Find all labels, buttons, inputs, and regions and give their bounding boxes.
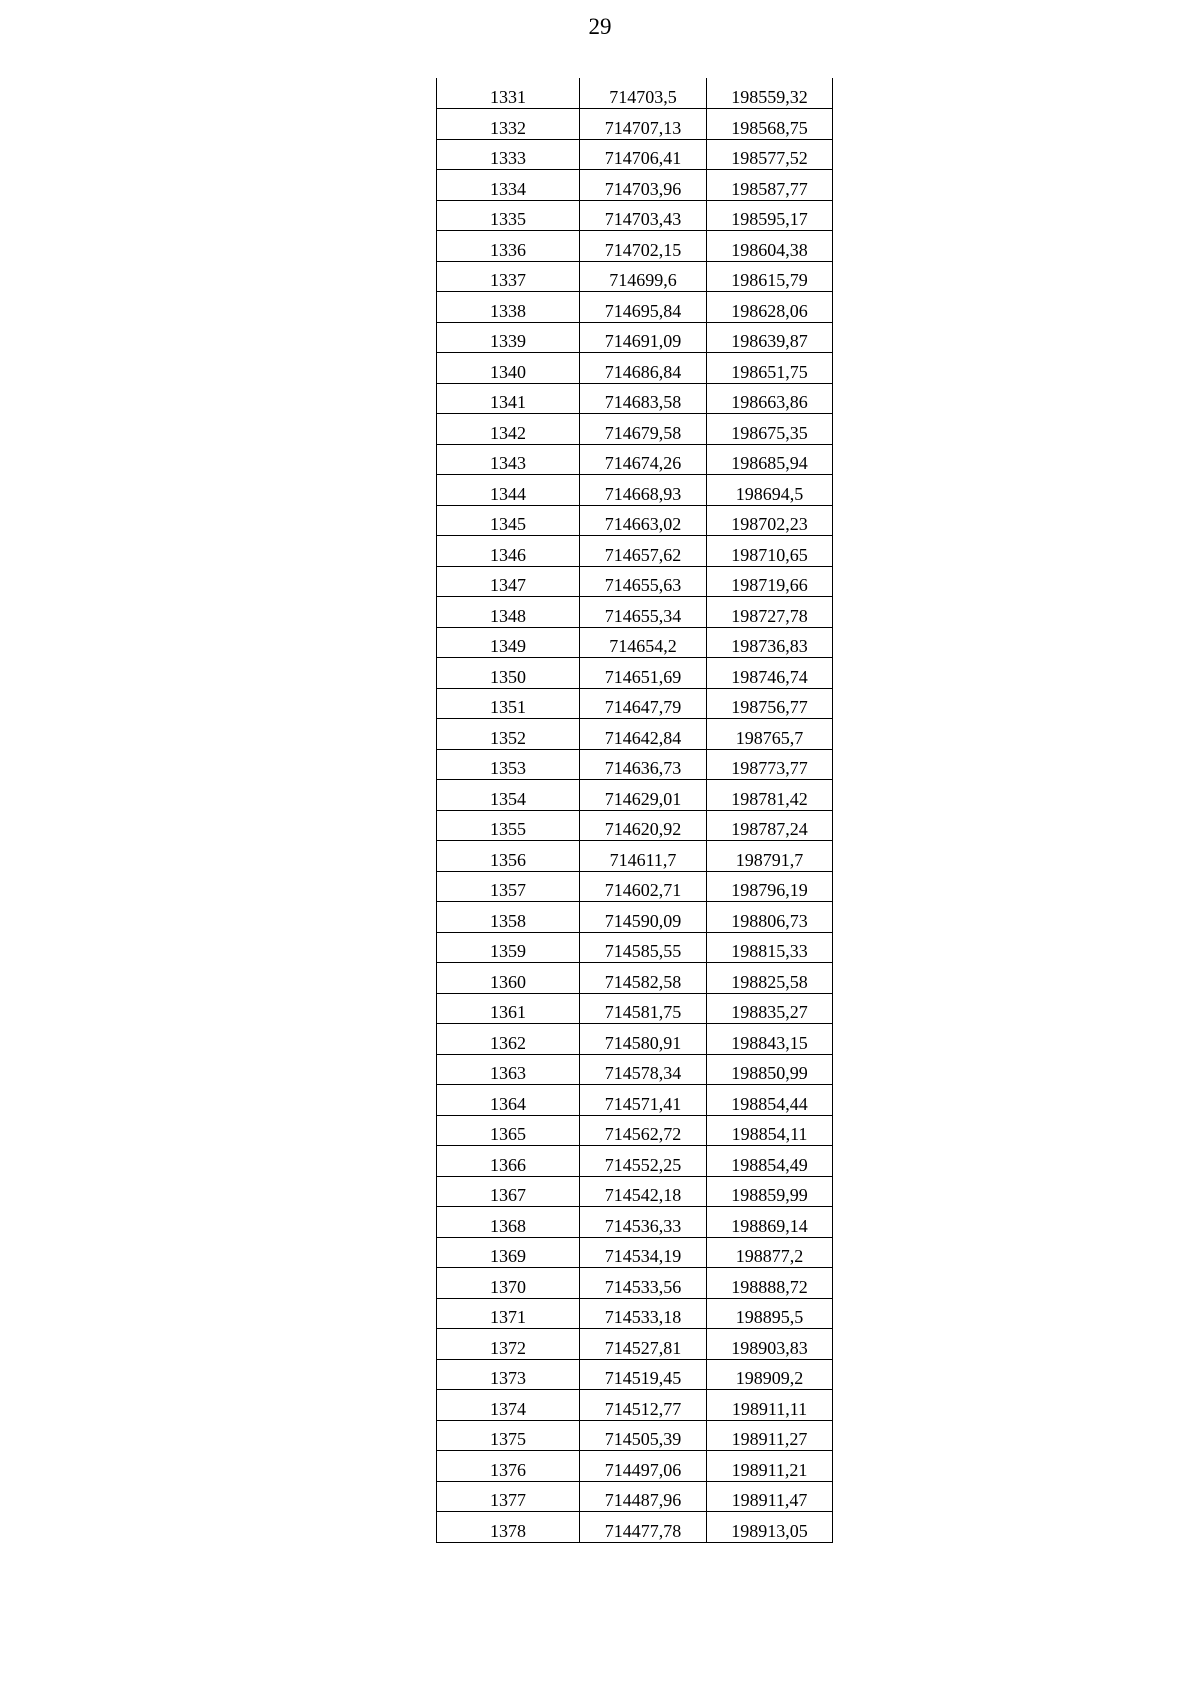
point-number-cell: 1359 bbox=[437, 932, 580, 963]
y-coordinate-cell: 198694,5 bbox=[707, 475, 833, 506]
y-coordinate-cell: 198604,38 bbox=[707, 231, 833, 262]
y-coordinate-cell: 198577,52 bbox=[707, 139, 833, 170]
table-row bbox=[437, 1024, 833, 1055]
x-coordinate-cell: 714699,6 bbox=[580, 261, 707, 292]
point-number-cell: 1370 bbox=[437, 1268, 580, 1299]
point-number-cell: 1334 bbox=[437, 170, 580, 201]
y-coordinate-cell: 198787,24 bbox=[707, 810, 833, 841]
x-coordinate-cell: 714578,34 bbox=[580, 1054, 707, 1085]
point-number-cell: 1347 bbox=[437, 566, 580, 597]
table-row bbox=[437, 1451, 833, 1482]
point-number-cell: 1371 bbox=[437, 1298, 580, 1329]
y-coordinate-cell: 198815,33 bbox=[707, 932, 833, 963]
x-coordinate-cell: 714505,39 bbox=[580, 1420, 707, 1451]
table-row bbox=[437, 200, 833, 231]
y-coordinate-cell: 198825,58 bbox=[707, 963, 833, 994]
table-row bbox=[437, 658, 833, 689]
x-coordinate-cell: 714651,69 bbox=[580, 658, 707, 689]
x-coordinate-cell: 714655,63 bbox=[580, 566, 707, 597]
table-row bbox=[437, 505, 833, 536]
point-number-cell: 1353 bbox=[437, 749, 580, 780]
point-number-cell: 1348 bbox=[437, 597, 580, 628]
x-coordinate-cell: 714629,01 bbox=[580, 780, 707, 811]
table-row bbox=[437, 993, 833, 1024]
x-coordinate-cell: 714702,15 bbox=[580, 231, 707, 262]
table-row bbox=[437, 719, 833, 750]
point-number-cell: 1345 bbox=[437, 505, 580, 536]
y-coordinate-cell: 198559,32 bbox=[707, 78, 833, 109]
table-row bbox=[437, 414, 833, 445]
y-coordinate-cell: 198791,7 bbox=[707, 841, 833, 872]
table-row bbox=[437, 1359, 833, 1390]
table-row bbox=[437, 322, 833, 353]
x-coordinate-cell: 714707,13 bbox=[580, 109, 707, 140]
table-row bbox=[437, 1176, 833, 1207]
x-coordinate-cell: 714571,41 bbox=[580, 1085, 707, 1116]
y-coordinate-cell: 198796,19 bbox=[707, 871, 833, 902]
x-coordinate-cell: 714536,33 bbox=[580, 1207, 707, 1238]
table-row bbox=[437, 688, 833, 719]
point-number-cell: 1367 bbox=[437, 1176, 580, 1207]
table-row bbox=[437, 1268, 833, 1299]
point-number-cell: 1362 bbox=[437, 1024, 580, 1055]
point-number-cell: 1356 bbox=[437, 841, 580, 872]
point-number-cell: 1355 bbox=[437, 810, 580, 841]
x-coordinate-cell: 714542,18 bbox=[580, 1176, 707, 1207]
point-number-cell: 1343 bbox=[437, 444, 580, 475]
point-number-cell: 1373 bbox=[437, 1359, 580, 1390]
y-coordinate-cell: 198888,72 bbox=[707, 1268, 833, 1299]
y-coordinate-cell: 198869,14 bbox=[707, 1207, 833, 1238]
x-coordinate-cell: 714552,25 bbox=[580, 1146, 707, 1177]
x-coordinate-cell: 714590,09 bbox=[580, 902, 707, 933]
table-row bbox=[437, 383, 833, 414]
table-row bbox=[437, 353, 833, 384]
point-number-cell: 1331 bbox=[437, 78, 580, 109]
table-row bbox=[437, 841, 833, 872]
table-row bbox=[437, 627, 833, 658]
table-row bbox=[437, 475, 833, 506]
x-coordinate-cell: 714512,77 bbox=[580, 1390, 707, 1421]
x-coordinate-cell: 714668,93 bbox=[580, 475, 707, 506]
y-coordinate-cell: 198850,99 bbox=[707, 1054, 833, 1085]
y-coordinate-cell: 198854,44 bbox=[707, 1085, 833, 1116]
x-coordinate-cell: 714580,91 bbox=[580, 1024, 707, 1055]
x-coordinate-cell: 714533,18 bbox=[580, 1298, 707, 1329]
point-number-cell: 1357 bbox=[437, 871, 580, 902]
point-number-cell: 1335 bbox=[437, 200, 580, 231]
point-number-cell: 1366 bbox=[437, 1146, 580, 1177]
y-coordinate-cell: 198615,79 bbox=[707, 261, 833, 292]
table-row bbox=[437, 1115, 833, 1146]
x-coordinate-cell: 714654,2 bbox=[580, 627, 707, 658]
point-number-cell: 1338 bbox=[437, 292, 580, 323]
table-row bbox=[437, 292, 833, 323]
y-coordinate-cell: 198702,23 bbox=[707, 505, 833, 536]
point-number-cell: 1376 bbox=[437, 1451, 580, 1482]
x-coordinate-cell: 714642,84 bbox=[580, 719, 707, 750]
y-coordinate-cell: 198639,87 bbox=[707, 322, 833, 353]
y-coordinate-cell: 198843,15 bbox=[707, 1024, 833, 1055]
y-coordinate-cell: 198911,11 bbox=[707, 1390, 833, 1421]
table-row bbox=[437, 444, 833, 475]
table-row bbox=[437, 1481, 833, 1512]
x-coordinate-cell: 714703,96 bbox=[580, 170, 707, 201]
table-row bbox=[437, 536, 833, 567]
y-coordinate-cell: 198628,06 bbox=[707, 292, 833, 323]
x-coordinate-cell: 714695,84 bbox=[580, 292, 707, 323]
point-number-cell: 1360 bbox=[437, 963, 580, 994]
y-coordinate-cell: 198719,66 bbox=[707, 566, 833, 597]
point-number-cell: 1365 bbox=[437, 1115, 580, 1146]
x-coordinate-cell: 714487,96 bbox=[580, 1481, 707, 1512]
point-number-cell: 1375 bbox=[437, 1420, 580, 1451]
table-row bbox=[437, 1390, 833, 1421]
point-number-cell: 1372 bbox=[437, 1329, 580, 1360]
x-coordinate-cell: 714534,19 bbox=[580, 1237, 707, 1268]
table-row bbox=[437, 1512, 833, 1543]
y-coordinate-cell: 198854,49 bbox=[707, 1146, 833, 1177]
table-row bbox=[437, 1085, 833, 1116]
x-coordinate-cell: 714647,79 bbox=[580, 688, 707, 719]
x-coordinate-cell: 714674,26 bbox=[580, 444, 707, 475]
point-number-cell: 1336 bbox=[437, 231, 580, 262]
y-coordinate-cell: 198911,47 bbox=[707, 1481, 833, 1512]
table-row bbox=[437, 597, 833, 628]
x-coordinate-cell: 714663,02 bbox=[580, 505, 707, 536]
y-coordinate-cell: 198651,75 bbox=[707, 353, 833, 384]
y-coordinate-cell: 198911,27 bbox=[707, 1420, 833, 1451]
point-number-cell: 1346 bbox=[437, 536, 580, 567]
point-number-cell: 1378 bbox=[437, 1512, 580, 1543]
table-row bbox=[437, 1420, 833, 1451]
y-coordinate-cell: 198587,77 bbox=[707, 170, 833, 201]
x-coordinate-cell: 714585,55 bbox=[580, 932, 707, 963]
point-number-cell: 1341 bbox=[437, 383, 580, 414]
y-coordinate-cell: 198859,99 bbox=[707, 1176, 833, 1207]
table-row bbox=[437, 1237, 833, 1268]
table-row bbox=[437, 1207, 833, 1238]
x-coordinate-cell: 714703,43 bbox=[580, 200, 707, 231]
x-coordinate-cell: 714581,75 bbox=[580, 993, 707, 1024]
y-coordinate-cell: 198773,77 bbox=[707, 749, 833, 780]
x-coordinate-cell: 714602,71 bbox=[580, 871, 707, 902]
x-coordinate-cell: 714533,56 bbox=[580, 1268, 707, 1299]
point-number-cell: 1361 bbox=[437, 993, 580, 1024]
x-coordinate-cell: 714691,09 bbox=[580, 322, 707, 353]
table-row bbox=[437, 1298, 833, 1329]
y-coordinate-cell: 198913,05 bbox=[707, 1512, 833, 1543]
x-coordinate-cell: 714562,72 bbox=[580, 1115, 707, 1146]
x-coordinate-cell: 714683,58 bbox=[580, 383, 707, 414]
table-row bbox=[437, 261, 833, 292]
y-coordinate-cell: 198806,73 bbox=[707, 902, 833, 933]
y-coordinate-cell: 198595,17 bbox=[707, 200, 833, 231]
point-number-cell: 1377 bbox=[437, 1481, 580, 1512]
table-row bbox=[437, 749, 833, 780]
point-number-cell: 1369 bbox=[437, 1237, 580, 1268]
y-coordinate-cell: 198835,27 bbox=[707, 993, 833, 1024]
page-number: 29 bbox=[588, 14, 612, 39]
y-coordinate-cell: 198903,83 bbox=[707, 1329, 833, 1360]
x-coordinate-cell: 714477,78 bbox=[580, 1512, 707, 1543]
table-row bbox=[437, 109, 833, 140]
point-number-cell: 1350 bbox=[437, 658, 580, 689]
y-coordinate-cell: 198710,65 bbox=[707, 536, 833, 567]
y-coordinate-cell: 198675,35 bbox=[707, 414, 833, 445]
table-row bbox=[437, 566, 833, 597]
table-row bbox=[437, 780, 833, 811]
x-coordinate-cell: 714497,06 bbox=[580, 1451, 707, 1482]
table-row bbox=[437, 170, 833, 201]
table-row bbox=[437, 1054, 833, 1085]
table-row bbox=[437, 902, 833, 933]
x-coordinate-cell: 714519,45 bbox=[580, 1359, 707, 1390]
x-coordinate-cell: 714582,58 bbox=[580, 963, 707, 994]
x-coordinate-cell: 714679,58 bbox=[580, 414, 707, 445]
y-coordinate-cell: 198895,5 bbox=[707, 1298, 833, 1329]
y-coordinate-cell: 198727,78 bbox=[707, 597, 833, 628]
x-coordinate-cell: 714686,84 bbox=[580, 353, 707, 384]
table-row bbox=[437, 1329, 833, 1360]
y-coordinate-cell: 198746,74 bbox=[707, 658, 833, 689]
x-coordinate-cell: 714657,62 bbox=[580, 536, 707, 567]
table-row bbox=[437, 1146, 833, 1177]
point-number-cell: 1364 bbox=[437, 1085, 580, 1116]
y-coordinate-cell: 198781,42 bbox=[707, 780, 833, 811]
point-number-cell: 1354 bbox=[437, 780, 580, 811]
table-row bbox=[437, 963, 833, 994]
x-coordinate-cell: 714655,34 bbox=[580, 597, 707, 628]
table-row bbox=[437, 231, 833, 262]
coordinates-table-body bbox=[437, 78, 833, 1542]
y-coordinate-cell: 198736,83 bbox=[707, 627, 833, 658]
point-number-cell: 1340 bbox=[437, 353, 580, 384]
point-number-cell: 1344 bbox=[437, 475, 580, 506]
point-number-cell: 1358 bbox=[437, 902, 580, 933]
table-row bbox=[437, 932, 833, 963]
table-row bbox=[437, 139, 833, 170]
point-number-cell: 1363 bbox=[437, 1054, 580, 1085]
y-coordinate-cell: 198911,21 bbox=[707, 1451, 833, 1482]
point-number-cell: 1351 bbox=[437, 688, 580, 719]
point-number-cell: 1337 bbox=[437, 261, 580, 292]
y-coordinate-cell: 198854,11 bbox=[707, 1115, 833, 1146]
point-number-cell: 1352 bbox=[437, 719, 580, 750]
x-coordinate-cell: 714527,81 bbox=[580, 1329, 707, 1360]
coordinates-table bbox=[436, 78, 833, 1543]
y-coordinate-cell: 198765,7 bbox=[707, 719, 833, 750]
y-coordinate-cell: 198663,86 bbox=[707, 383, 833, 414]
y-coordinate-cell: 198568,75 bbox=[707, 109, 833, 140]
point-number-cell: 1332 bbox=[437, 109, 580, 140]
point-number-cell: 1333 bbox=[437, 139, 580, 170]
y-coordinate-cell: 198685,94 bbox=[707, 444, 833, 475]
x-coordinate-cell: 714706,41 bbox=[580, 139, 707, 170]
table-row bbox=[437, 78, 833, 109]
point-number-cell: 1374 bbox=[437, 1390, 580, 1421]
y-coordinate-cell: 198877,2 bbox=[707, 1237, 833, 1268]
x-coordinate-cell: 714703,5 bbox=[580, 78, 707, 109]
x-coordinate-cell: 714620,92 bbox=[580, 810, 707, 841]
table-row bbox=[437, 810, 833, 841]
x-coordinate-cell: 714636,73 bbox=[580, 749, 707, 780]
x-coordinate-cell: 714611,7 bbox=[580, 841, 707, 872]
point-number-cell: 1339 bbox=[437, 322, 580, 353]
point-number-cell: 1342 bbox=[437, 414, 580, 445]
point-number-cell: 1349 bbox=[437, 627, 580, 658]
y-coordinate-cell: 198756,77 bbox=[707, 688, 833, 719]
point-number-cell: 1368 bbox=[437, 1207, 580, 1238]
table-row bbox=[437, 871, 833, 902]
y-coordinate-cell: 198909,2 bbox=[707, 1359, 833, 1390]
